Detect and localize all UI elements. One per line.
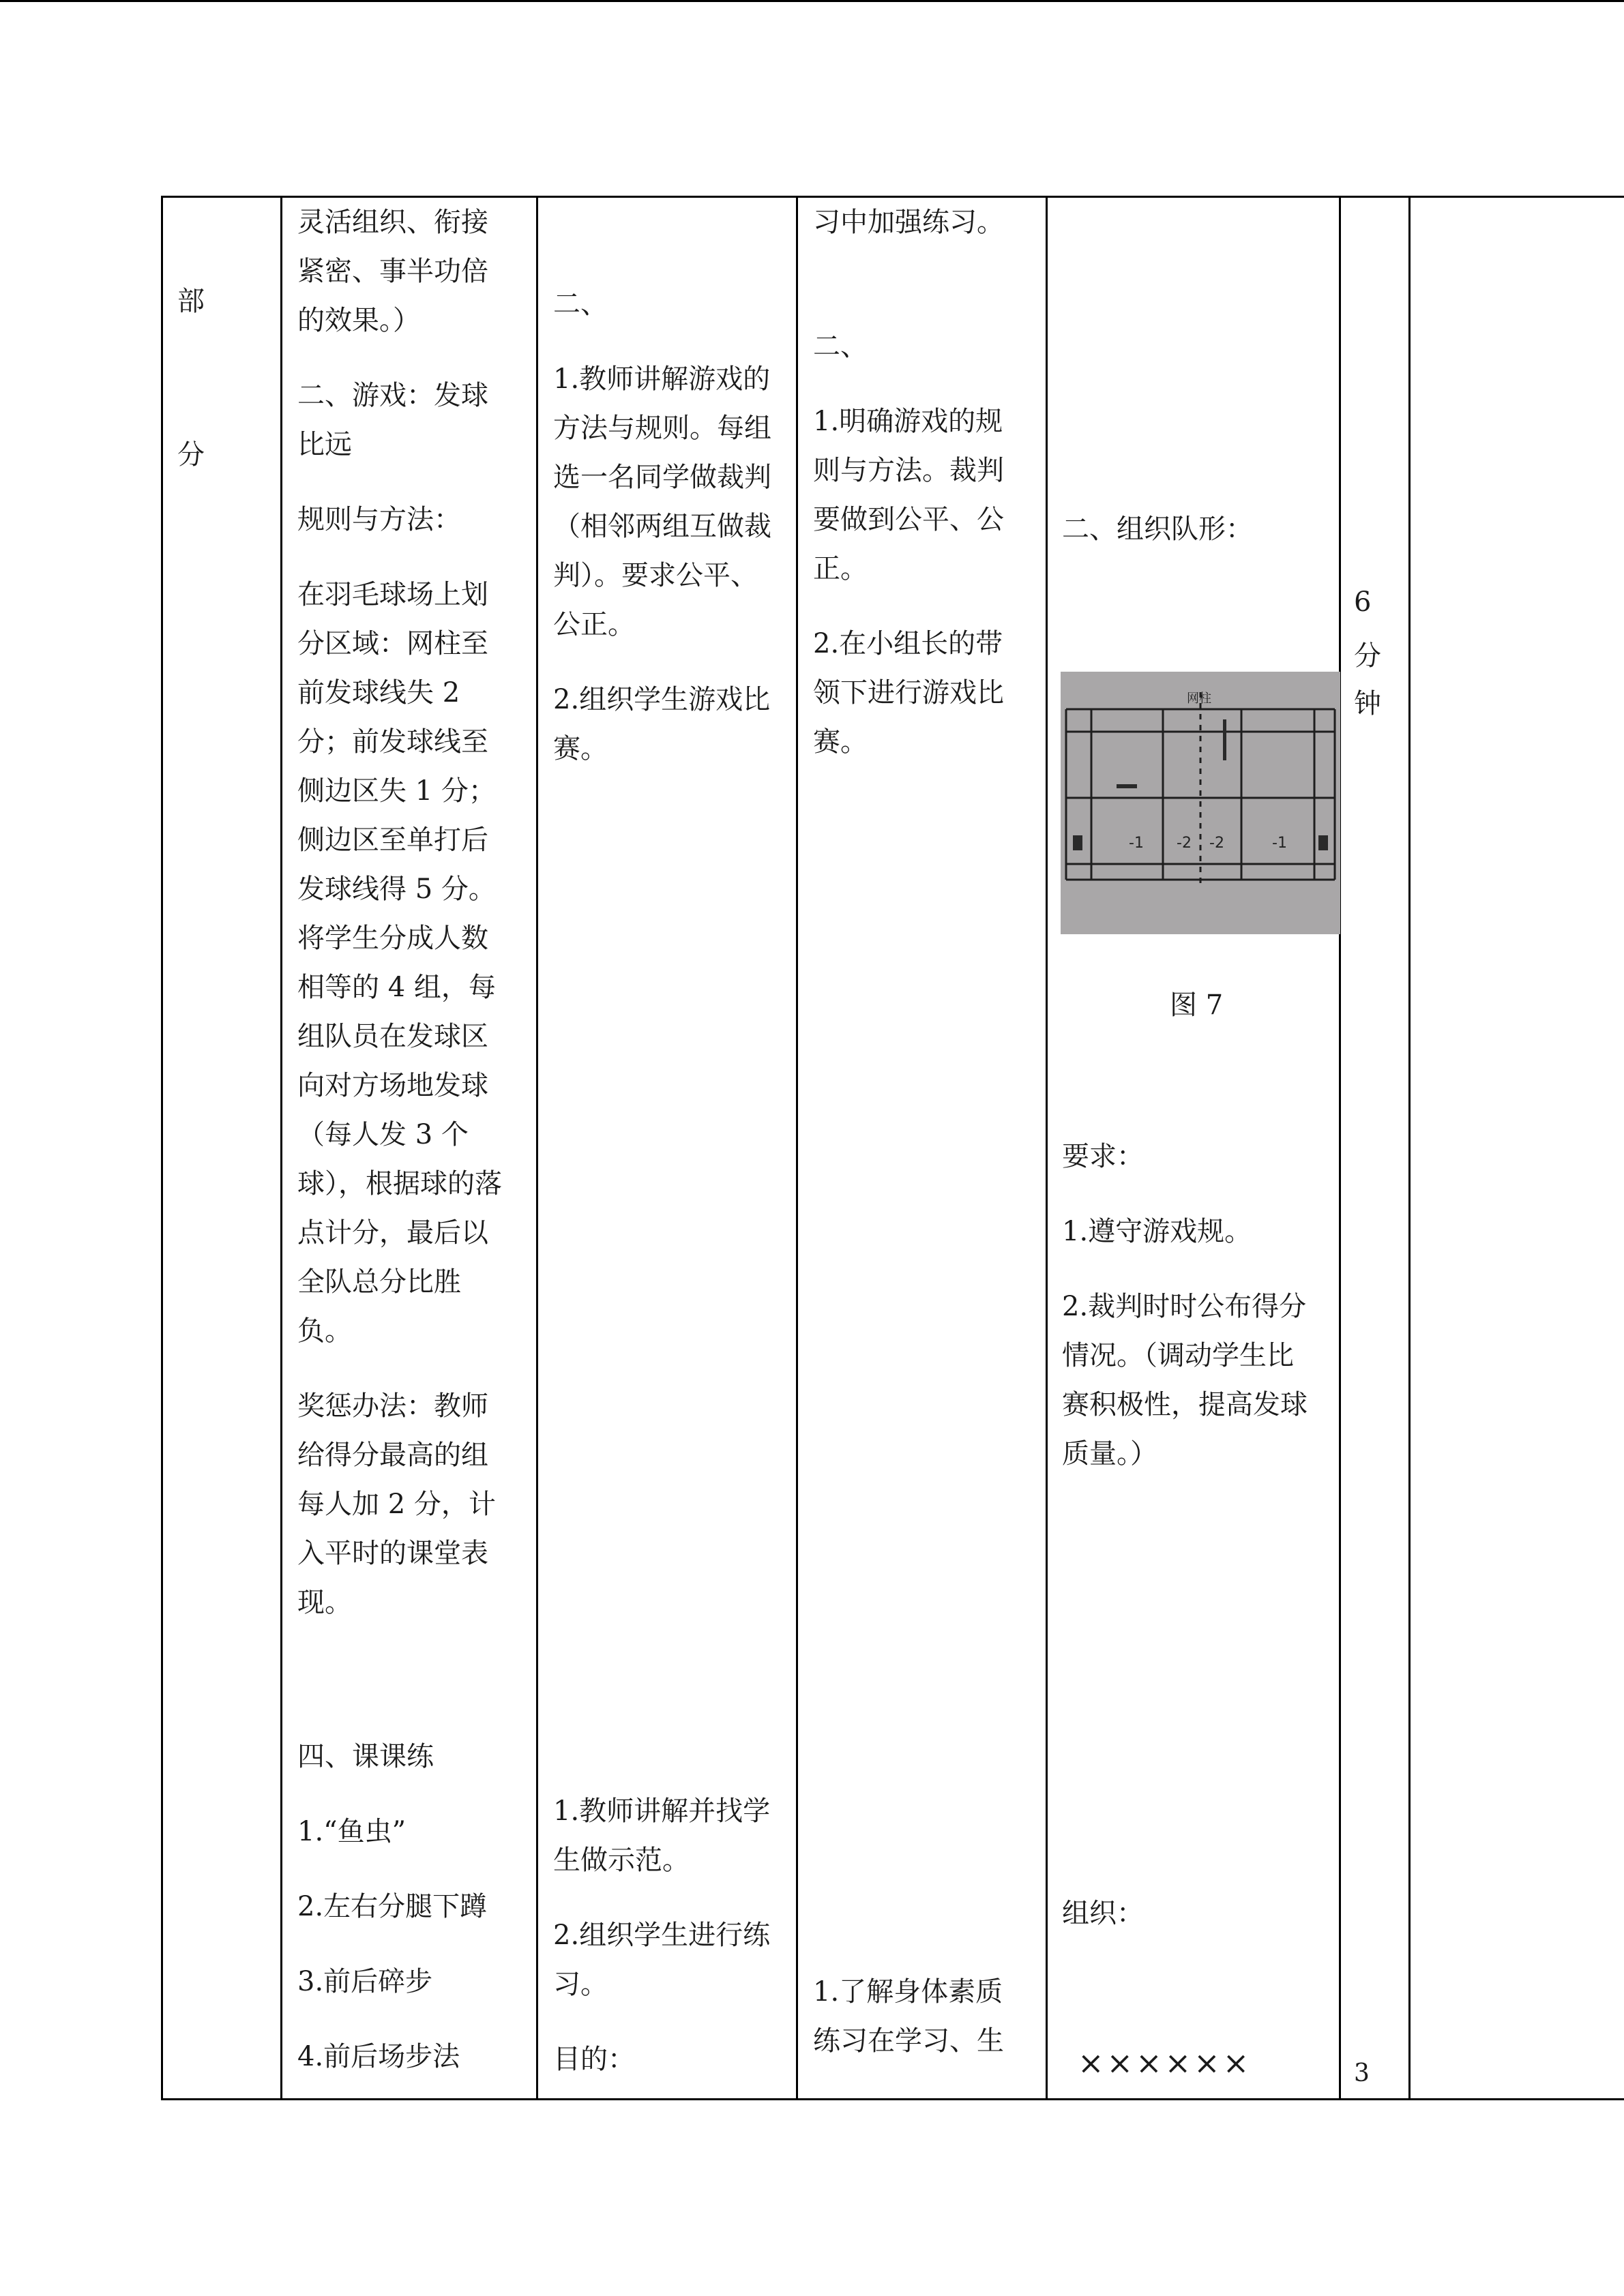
teacher-line: 赛。 (553, 733, 608, 764)
teacher-line: 习。 (553, 1969, 608, 2000)
text-line: 灵活组织、衔接 (297, 207, 488, 238)
badminton-court-sketch (1061, 672, 1340, 934)
column-border (280, 196, 282, 2100)
rules-line: 发球线得 5 分。 (297, 874, 496, 905)
rules-line: 侧边区失 1 分； (297, 775, 496, 807)
teacher-line: 公正。 (553, 609, 635, 640)
section-mark: 二、 (813, 331, 868, 362)
requirement-item: 1.遵守游戏规。 (1062, 1216, 1252, 1247)
time-char: 钟 (1354, 688, 1381, 719)
rules-line: 向对方场地发球 (297, 1070, 488, 1101)
reward-line: 入平时的课堂表 (297, 1538, 488, 1569)
rules-line: 分区域：网柱至 (297, 628, 488, 659)
teacher-column (553, 280, 792, 799)
student-line: 要做到公平、公 (813, 504, 1004, 535)
requirement-item: 情况。（调动学生比 (1062, 1340, 1294, 1371)
teacher-line: 选一名同学做裁判 (553, 462, 771, 493)
column-border (796, 196, 798, 2100)
student-line: 正。 (813, 553, 868, 584)
reward-line: 现。 (297, 1587, 352, 1618)
requirement-item: 赛积极性，提高发球 (1062, 1389, 1308, 1420)
requirement-item: 2.裁判时时公布得分 (1062, 1291, 1307, 1322)
teacher-line: （相邻两组互做裁 (553, 511, 771, 542)
diagram-label: -1 (1129, 835, 1144, 852)
text-line: 紧密、事半功倍 (297, 256, 488, 287)
reward-line: 奖惩办法：教师 (297, 1390, 488, 1422)
text-line: 的效果。） (297, 305, 420, 336)
organization-label: 组织： (1062, 1898, 1144, 1929)
column-border (1408, 196, 1411, 2100)
rules-line: 负。 (297, 1315, 352, 1347)
time-char: 分 (1354, 640, 1381, 672)
teacher-line: 2.组织学生游戏比 (553, 684, 771, 715)
diagram-label: -2 (1177, 835, 1192, 852)
drill-time: 3 (1354, 2059, 1370, 2087)
rules-line: 相等的 4 组，每 (297, 972, 496, 1003)
student-line: 练习在学习、生 (813, 2025, 1004, 2057)
figure-caption: 图 7 (1170, 989, 1224, 1021)
rules-line: 侧边区至单打后 (297, 824, 488, 856)
table-bottom-border (161, 2098, 1624, 2100)
court-diagram-photo (1061, 672, 1340, 934)
purpose-label: 目的： (553, 2044, 635, 2075)
requirement-item: 质量。） (1062, 1438, 1157, 1470)
diagram-label: 网柱 (1187, 691, 1211, 706)
rules-line: （每人发 3 个 (297, 1119, 469, 1150)
diagram-label: -2 (1209, 835, 1224, 852)
game-title-line: 二、游戏：发球 (297, 380, 488, 411)
drill-title: 四、课课练 (297, 1741, 434, 1772)
rules-line: 组队员在发球区 (297, 1021, 488, 1052)
formation-marks: ×××××× (1078, 2044, 1252, 2081)
teacher-line: 判）。要求公平、 (553, 560, 758, 591)
student-line: 1.明确游戏的规 (813, 406, 1003, 437)
column-border (536, 196, 538, 2100)
rules-line: 球），根据球的落 (297, 1168, 502, 1199)
column-border (1339, 196, 1341, 2100)
content-column (297, 198, 529, 1653)
student-line: 习中加强练习。 (813, 207, 1004, 238)
reward-line: 给得分最高的组 (297, 1440, 488, 1471)
student-line: 2.在小组长的带 (813, 628, 1003, 659)
rules-line: 点计分，最后以 (297, 1217, 488, 1249)
column-border (1046, 196, 1048, 2100)
teacher-line: 1.教师讲解并找学 (553, 1795, 771, 1827)
rules-line: 全队总分比胜 (297, 1266, 461, 1298)
student-line: 领下进行游戏比 (813, 677, 1004, 709)
teacher-drill (553, 1787, 792, 2084)
rules-line: 分；前发球线至 (297, 726, 488, 758)
section-char: 分 (177, 439, 205, 471)
section-mark: 二、 (553, 288, 608, 320)
requirements (1062, 1132, 1335, 1504)
formation-title: 二、组织队形： (1062, 513, 1253, 545)
drill-list (297, 1732, 529, 2081)
section-char: 部 (177, 286, 205, 317)
drill-item: 4.前后场步法 (297, 2041, 460, 2072)
rules-line: 前发球线失 2 (297, 677, 460, 709)
game-title-line: 比远 (297, 429, 352, 460)
drill-item: 3.前后碎步 (297, 1966, 433, 1997)
rules-heading: 规则与方法： (297, 504, 461, 535)
drill-item: 1.“鱼虫” (297, 1816, 407, 1847)
diagram-label: -1 (1272, 835, 1287, 852)
reward-line: 每人加 2 分，计 (297, 1489, 496, 1520)
teacher-line: 生做示范。 (553, 1845, 690, 1876)
student-line: 则与方法。裁判 (813, 455, 1004, 486)
rules-line: 将学生分成人数 (297, 923, 488, 954)
requirement-title: 要求： (1062, 1141, 1144, 1172)
time-char: 6 (1354, 586, 1372, 618)
teacher-line: 1.教师讲解游戏的 (553, 363, 771, 395)
column-border (161, 196, 163, 2100)
student-line: 1.了解身体素质 (813, 1976, 1003, 2008)
student-column (813, 198, 1045, 792)
student-drill (813, 1967, 1045, 2066)
teacher-line: 2.组织学生进行练 (553, 1920, 771, 1951)
drill-item: 2.左右分腿下蹲 (297, 1891, 488, 1922)
student-line: 赛。 (813, 726, 868, 758)
teacher-line: 方法与规则。每组 (553, 413, 771, 444)
rules-line: 在羽毛球场上划 (297, 579, 488, 610)
